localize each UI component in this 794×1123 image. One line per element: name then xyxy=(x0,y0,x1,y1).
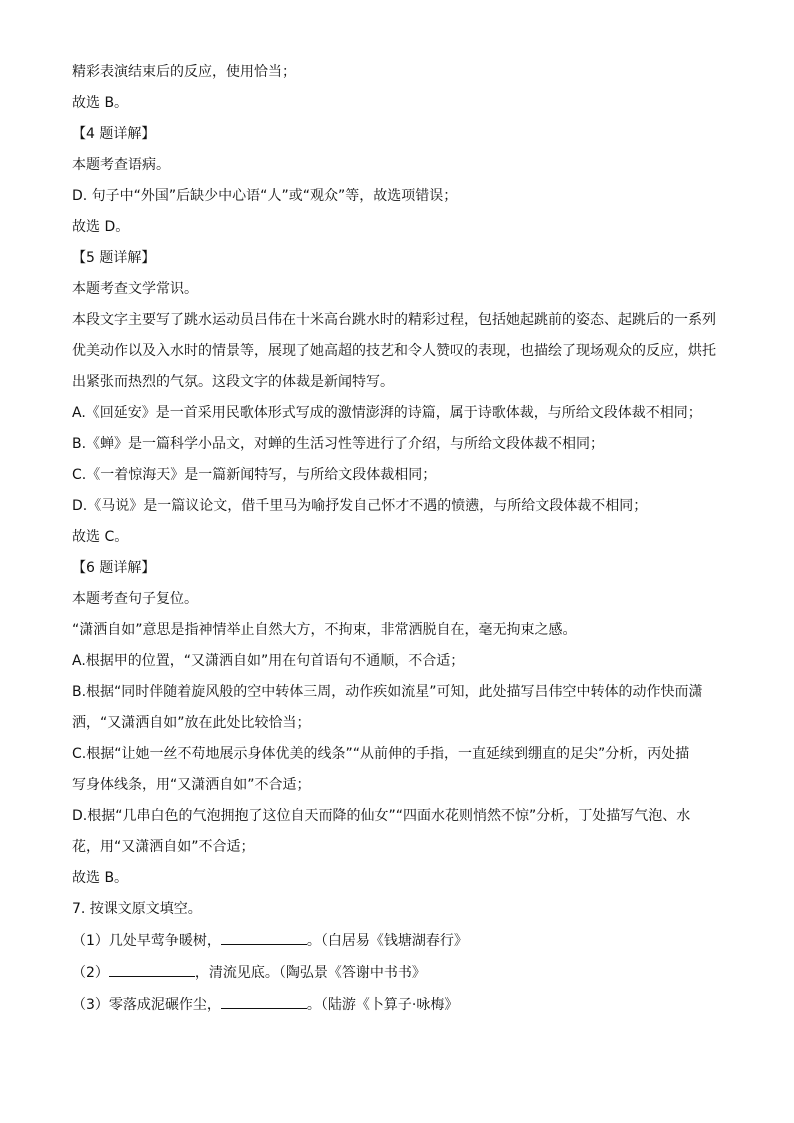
fill-blank-prefix: （3）零落成泥碾作尘， xyxy=(72,997,221,1013)
text-line: 本题考查文学常识。 xyxy=(72,281,198,297)
text-line: 本段文字主要写了跳水运动员吕伟在十米高台跳水时的精彩过程，包括她起跳前的姿态、起跳后的一系列 xyxy=(72,312,716,328)
text-line: 本题考查语病。 xyxy=(72,157,170,173)
text-line: 本题考查句子复位。 xyxy=(72,591,198,607)
fill-blank-suffix: 。（白居易《钱塘湖春行》 xyxy=(306,933,468,949)
text-line: 精彩表演结束后的反应，使用恰当； xyxy=(72,64,296,80)
text-line: D.根据“几串白色的气泡拥抱了这位自天而降的仙女”“四面水花则悄然不惊”分析，丁处描写气泡、水 xyxy=(72,808,691,824)
answer-blank[interactable] xyxy=(109,962,195,977)
section-heading: 【4 题详解】 xyxy=(72,126,156,142)
section-heading: 【6 题详解】 xyxy=(72,560,156,576)
text-line: 花，用“又潇洒自如”不合适； xyxy=(72,839,255,855)
section-heading: 【5 题详解】 xyxy=(72,250,156,266)
text-line: 出紧张而热烈的气氛。这段文字的体裁是新闻特写。 xyxy=(72,374,394,390)
text-line: B.《蝉》是一篇科学小品文，对蝉的生活习性等进行了介绍，与所给文段体裁不相同； xyxy=(72,436,605,452)
question-heading: 7. 按课文原文填空。 xyxy=(72,901,202,917)
text-line: 洒，“又潇洒自如”放在此处比较恰当； xyxy=(72,715,311,731)
document-page xyxy=(72,62,732,1015)
text-line: “潇洒自如”意思是指神情举止自然大方，不拘束，非常洒脱自在，毫无拘束之感。 xyxy=(72,622,577,638)
text-line: 故选 B。 xyxy=(72,95,129,111)
text-line: C.根据“让她一丝不苟地展示身体优美的线条”“从前伸的手指，一直延续到绷直的足尖”分析，丙处描 xyxy=(72,746,690,762)
text-line: D.《马说》是一篇议论文，借千里马为喻抒发自己怀才不遇的愤懑，与所给文段体裁不相同； xyxy=(72,498,648,514)
fill-blank-prefix: （1）几处早莺争暖树， xyxy=(72,933,221,949)
text-line: 故选 C。 xyxy=(72,529,129,545)
text-line: C.《一着惊海天》是一篇新闻特写，与所给文段体裁相同； xyxy=(72,467,437,483)
text-line: 故选 B。 xyxy=(72,870,129,886)
text-line: 优美动作以及入水时的情景等，展现了她高超的技艺和令人赞叹的表现，也描绘了现场观众的反应，烘托 xyxy=(72,343,716,359)
answer-blank[interactable] xyxy=(221,994,307,1009)
fill-blank-item xyxy=(72,994,732,1015)
text-line: B.根据“同时伴随着旋风般的空中转体三周，动作疾如流星”可知，此处描写吕伟空中转体的动作快而潇 xyxy=(72,684,703,700)
text-line: A.根据甲的位置，“又潇洒自如”用在句首语句不通顺，不合适； xyxy=(72,653,465,669)
answer-blank[interactable] xyxy=(221,930,307,945)
fill-blank-suffix: 。（陆游《卜算子·咏梅》 xyxy=(306,997,459,1013)
fill-blank-item xyxy=(72,962,732,983)
text-line: A.《回延安》是一首采用民歌体形式写成的激情澎湃的诗篇，属于诗歌体裁，与所给文段体裁不相同； xyxy=(72,405,702,421)
fill-blank-item xyxy=(72,930,732,951)
text-line: 故选 D。 xyxy=(72,219,130,235)
fill-blank-prefix: （2） xyxy=(72,965,109,981)
fill-blank-suffix: ，清流见底。（陶弘景《答谢中书书》 xyxy=(194,965,426,981)
text-line: 写身体线条，用“又潇洒自如”不合适； xyxy=(72,777,311,793)
text-line: D. 句子中“外国”后缺少中心语“人”或“观众”等，故选项错误； xyxy=(72,188,458,204)
